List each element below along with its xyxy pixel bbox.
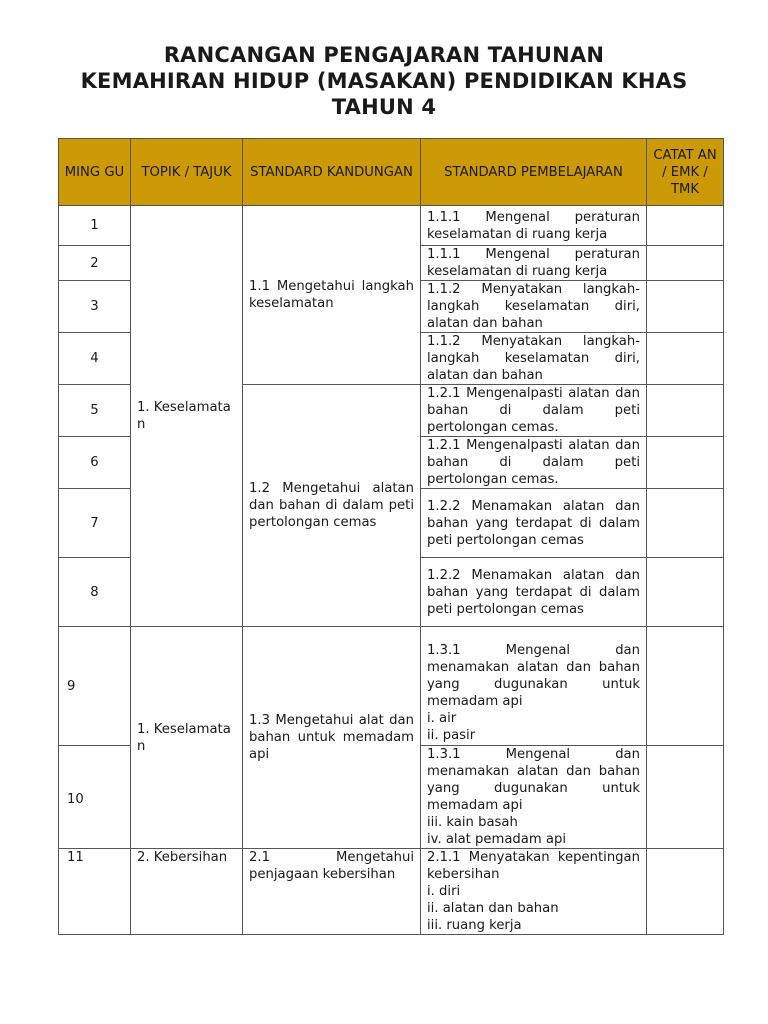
header-topik: TOPIK / TAJUK — [131, 139, 243, 206]
week-cell: 6 — [59, 437, 131, 489]
sp-main-text: 1.3.1 Mengenal dan menamakan alatan dan bahan yang dugunakan untuk memadam api — [427, 747, 640, 813]
table-row — [59, 206, 724, 246]
catatan-cell — [647, 746, 724, 849]
table-header-row — [59, 139, 724, 206]
catatan-cell — [647, 385, 724, 437]
sp-subitem: i. air — [427, 711, 457, 726]
header-minggu: MING GU — [59, 139, 131, 206]
week-cell: 5 — [59, 385, 131, 437]
title-line-1: RANCANGAN PENGAJARAN TAHUNAN — [163, 43, 605, 67]
standard-kandungan-cell: 1.1 Mengetahui langkah keselamatan — [243, 206, 421, 385]
standard-pembelajaran-cell — [421, 627, 647, 746]
week-cell: 2 — [59, 246, 131, 281]
standard-pembelajaran-cell — [421, 746, 647, 849]
standard-kandungan-cell: 2.1 Mengetahui penjagaan kebersihan — [243, 849, 421, 935]
sp-main-text: 2.1.1 Menyatakan kepentingan kebersihan — [427, 850, 640, 882]
sp-subitem: ii. alatan dan bahan — [427, 901, 559, 916]
sp-subitem: ii. pasir — [427, 728, 476, 743]
title-line-3: TAHUN 4 — [331, 95, 437, 119]
topik-cell: 1. Keselamata n — [131, 627, 243, 849]
title-line-2: KEMAHIRAN HIDUP (MASAKAN) PENDIDIKAN KHAS — [80, 69, 688, 93]
week-cell: 4 — [59, 333, 131, 385]
document-title — [0, 42, 768, 120]
standard-pembelajaran-cell: 1.2.2 Menamakan alatan dan bahan yang terdapat di dalam peti pertolongan cemas — [421, 558, 647, 627]
header-standard-pembelajaran: STANDARD PEMBELAJARAN — [421, 139, 647, 206]
catatan-cell — [647, 627, 724, 746]
sp-main-text: 1.3.1 Mengenal dan menamakan alatan dan bahan yang dugunakan untuk memadam api — [427, 643, 640, 709]
header-standard-kandungan: STANDARD KANDUNGAN — [243, 139, 421, 206]
standard-pembelajaran-cell: 1.2.2 Menamakan alatan dan bahan yang terdapat di dalam peti pertolongan cemas — [421, 489, 647, 558]
week-cell: 1 — [59, 206, 131, 246]
catatan-cell — [647, 558, 724, 627]
catatan-cell — [647, 246, 724, 281]
catatan-cell — [647, 489, 724, 558]
standard-pembelajaran-cell: 1.1.1 Mengenal peraturan keselamatan di ruang kerja — [421, 206, 647, 246]
week-cell: 9 — [59, 627, 131, 746]
standard-pembelajaran-cell: 1.1.2 Menyatakan langkah-langkah keselamatan diri, alatan dan bahan — [421, 333, 647, 385]
sp-subitem: iii. ruang kerja — [427, 918, 522, 933]
week-cell: 10 — [59, 746, 131, 849]
rpt-table — [58, 138, 724, 935]
standard-kandungan-cell: 1.2 Mengetahui alatan dan bahan di dalam peti pertolongan cemas — [243, 385, 421, 627]
week-cell: 11 — [59, 849, 131, 935]
standard-pembelajaran-cell: 1.2.1 Mengenalpasti alatan dan bahan di dalam peti pertolongan cemas. — [421, 437, 647, 489]
sp-subitem: iv. alat pemadam api — [427, 832, 567, 847]
sp-subitem: iii. kain basah — [427, 815, 518, 830]
standard-pembelajaran-cell — [421, 849, 647, 935]
week-cell: 7 — [59, 489, 131, 558]
sp-subitem: i. diri — [427, 884, 461, 899]
standard-kandungan-cell: 1.3 Mengetahui alat dan bahan untuk memadam api — [243, 627, 421, 849]
catatan-cell — [647, 849, 724, 935]
topik-cell: 2. Kebersihan — [131, 849, 243, 935]
catatan-cell — [647, 437, 724, 489]
catatan-cell — [647, 206, 724, 246]
table-row — [59, 627, 724, 746]
standard-pembelajaran-cell: 1.1.1 Mengenal peraturan keselamatan di ruang kerja — [421, 246, 647, 281]
topik-cell: 1. Keselamata n — [131, 206, 243, 627]
catatan-cell — [647, 333, 724, 385]
catatan-cell — [647, 281, 724, 333]
standard-pembelajaran-cell: 1.1.2 Menyatakan langkah-langkah keselamatan diri, alatan dan bahan — [421, 281, 647, 333]
table-row — [59, 849, 724, 935]
header-catatan: CATAT AN / EMK / TMK — [647, 139, 724, 206]
week-cell: 3 — [59, 281, 131, 333]
week-cell: 8 — [59, 558, 131, 627]
standard-pembelajaran-cell: 1.2.1 Mengenalpasti alatan dan bahan di dalam peti pertolongan cemas. — [421, 385, 647, 437]
